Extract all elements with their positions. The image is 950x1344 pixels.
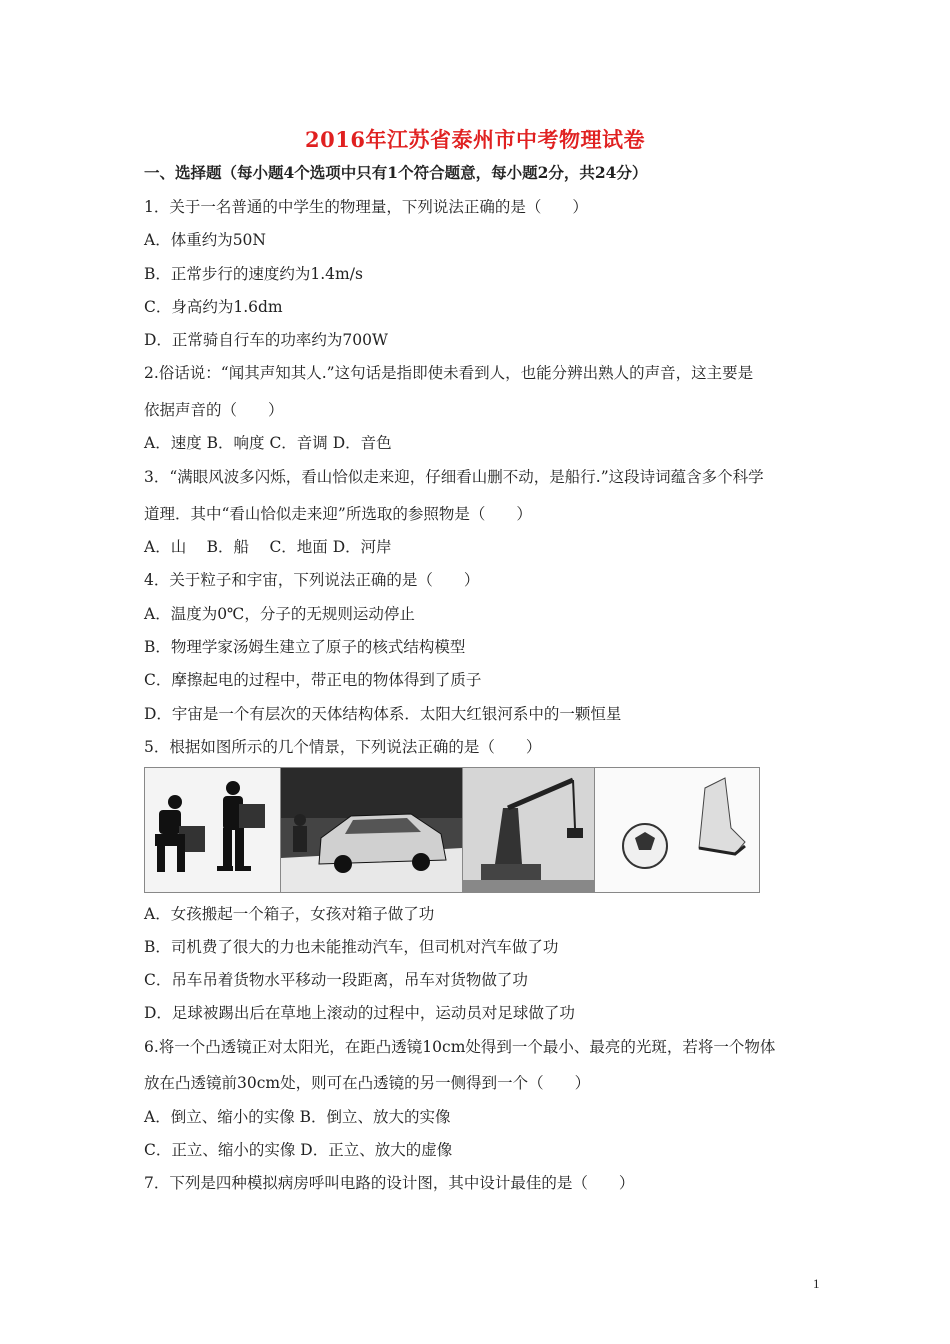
option-1c: C．身高约为1.6dm xyxy=(144,298,283,316)
option-1d: D．正常骑自行车的功率约为700W xyxy=(144,331,388,349)
question-4: 4．关于粒子和宇宙，下列说法正确的是（ ） xyxy=(144,571,480,589)
driver-pushing-car-image xyxy=(281,768,463,892)
option-5b: B．司机费了很大的力也未能推动汽车，但司机对汽车做了功 xyxy=(144,938,559,956)
page-title: 2016年江苏省泰州市中考物理试卷 xyxy=(305,127,645,152)
question-3-cont: 道理．其中“看山恰似走来迎”所选取的参照物是（ ） xyxy=(144,505,532,523)
option-4b: B．物理学家汤姆生建立了原子的核式结构模型 xyxy=(144,638,466,656)
question-2-cont: 依据声音的（ ） xyxy=(144,401,284,419)
question-2: 2.俗话说：“闻其声知其人.”这句话是指即使未看到人，也能分辨出熟人的声音，这主要是 xyxy=(144,364,754,382)
question-1: 1．关于一名普通的中学生的物理量，下列说法正确的是（ ） xyxy=(144,198,588,216)
options-3: A．山 B．船 C．地面 D．河岸 xyxy=(144,538,392,556)
option-5d: D．足球被踢出后在草地上滚动的过程中，运动员对足球做了功 xyxy=(144,1004,575,1022)
option-1a: A．体重约为50N xyxy=(144,231,266,249)
option-4d: D．宇宙是一个有层次的天体结构体系．太阳大红银河系中的一颗恒星 xyxy=(144,705,622,723)
option-1b: B．正常步行的速度约为1.4m/s xyxy=(144,265,363,283)
option-5a: A．女孩搬起一个箱子，女孩对箱子做了功 xyxy=(144,905,435,923)
options-6-ab: A．倒立、缩小的实像 B．倒立、放大的实像 xyxy=(144,1108,451,1126)
page-number: 1 xyxy=(813,1276,820,1291)
options-2: A．速度 B．响度 C．音调 D．音色 xyxy=(144,434,392,452)
question-3: 3．“满眼风波多闪烁，看山恰似走来迎，仔细看山删不动，是船行.”这段诗词蕴含多个科学 xyxy=(144,468,764,486)
crane-lifting-cargo-image xyxy=(463,768,594,892)
option-4c: C．摩擦起电的过程中，带正电的物体得到了质子 xyxy=(144,671,482,689)
question-6: 6.将一个凸透镜正对太阳光，在距凸透镜10cm处得到一个最小、最亮的光斑，若将一个物体 xyxy=(144,1038,776,1056)
question-5: 5．根据如图所示的几个情景，下列说法正确的是（ ） xyxy=(144,738,542,756)
football-kicked-image xyxy=(595,768,759,892)
option-5c: C．吊车吊着货物水平移动一段距离，吊车对货物做了功 xyxy=(144,971,528,989)
section-heading: 一、选择题（每小题4个选项中只有1个符合题意，每小题2分，共24分） xyxy=(144,163,648,182)
option-4a: A．温度为0℃，分子的无规则运动停止 xyxy=(144,605,415,623)
question-6-cont: 放在凸透镜前30cm处，则可在凸透镜的另一侧得到一个（ ） xyxy=(144,1074,591,1092)
options-6-cd: C．正立、缩小的实像 D．正立、放大的虚像 xyxy=(144,1141,453,1159)
question-5-figure xyxy=(144,767,760,893)
question-7: 7．下列是四种模拟病房呼叫电路的设计图，其中设计最佳的是（ ） xyxy=(144,1174,635,1192)
girl-lifting-box-image xyxy=(145,768,281,892)
